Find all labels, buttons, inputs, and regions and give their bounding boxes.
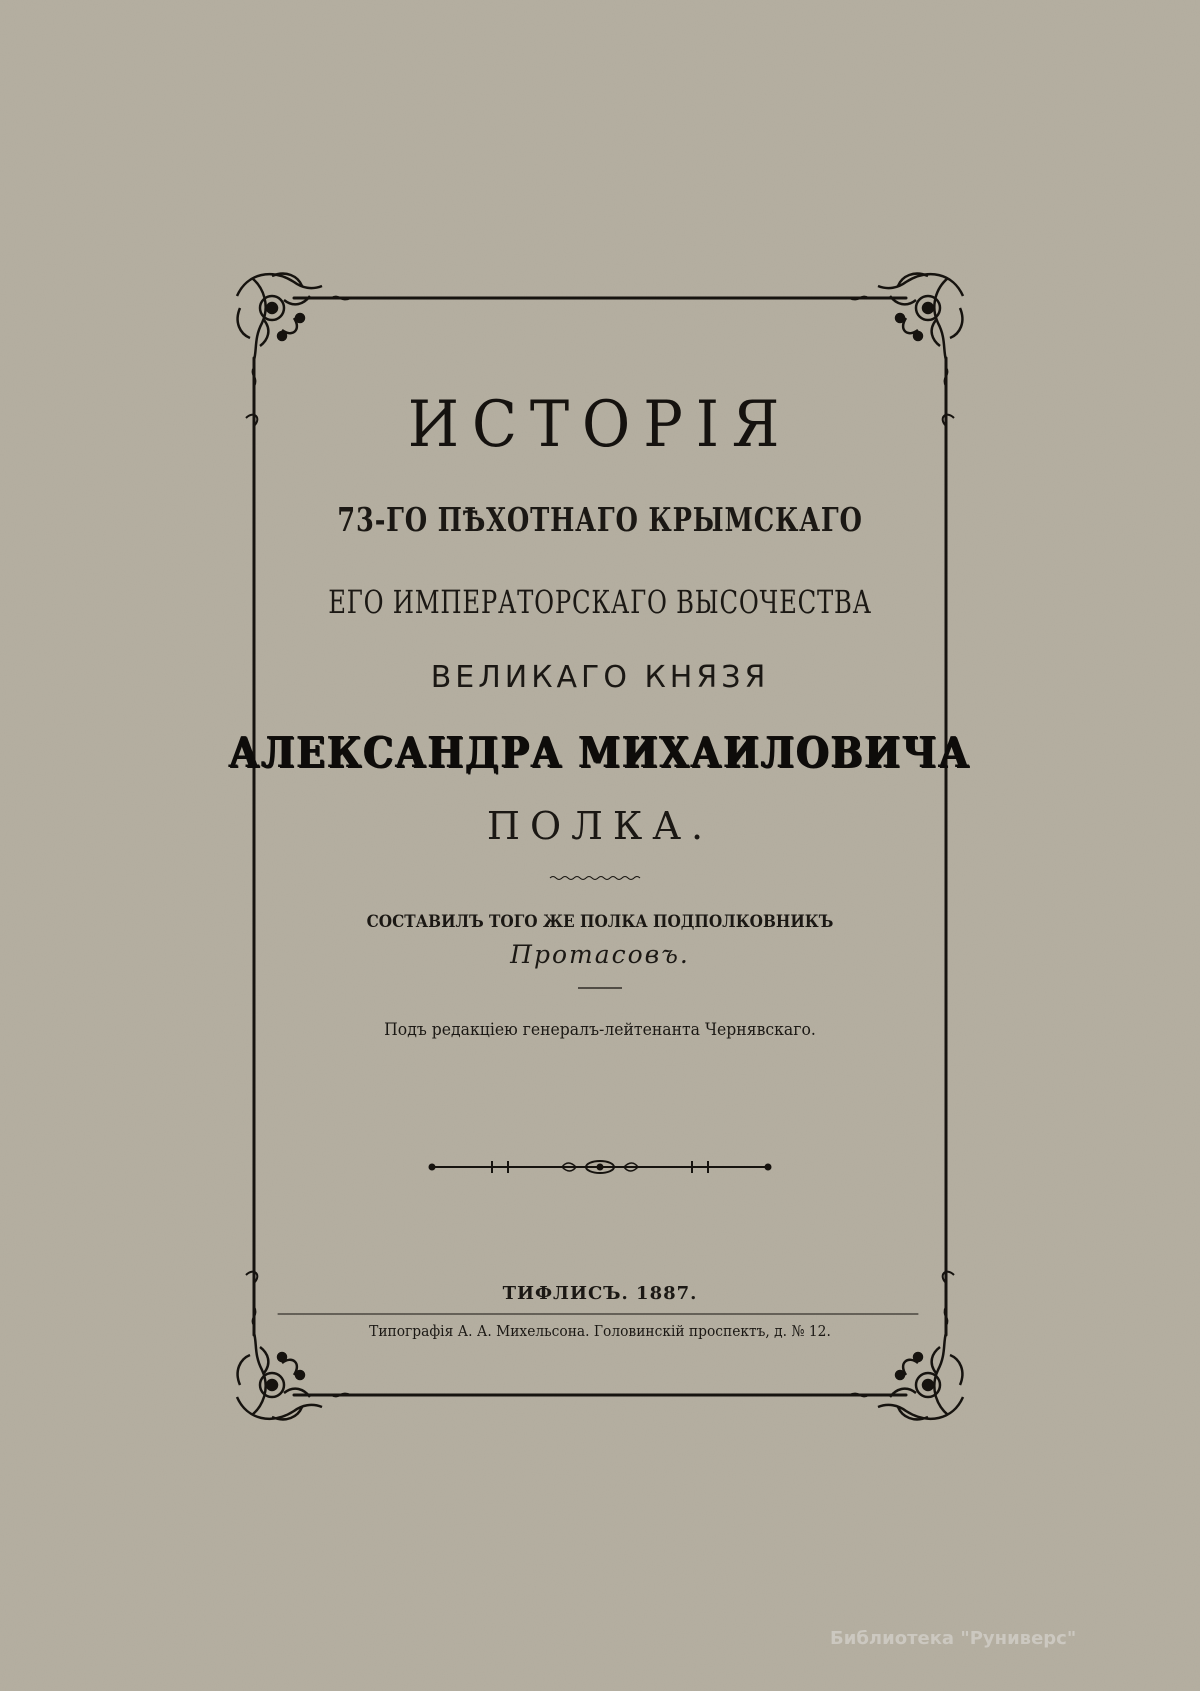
library-watermark: Библиотека "Руниверс" xyxy=(830,1628,1077,1649)
author-name: Протасовъ. xyxy=(510,940,690,969)
city-year-line: ТИФЛИСЪ. 1887. xyxy=(502,1283,698,1304)
floral-corner-icon xyxy=(237,274,350,386)
duke-name-line: АЛЕКСАНДРА МИХАИЛОВИЧА xyxy=(228,728,972,777)
highness-line: ЕГО ИМПЕРАТОРСКАГО ВЫСОЧЕСТВА xyxy=(328,583,872,621)
editor-line: Подъ редакціею генералъ-лейтенанта Чернявскаго. xyxy=(384,1020,816,1040)
compiled-by-line: СОСТАВИЛЪ ТОГО ЖЕ ПОЛКА ПОДПОЛКОВНИКЪ xyxy=(366,912,834,932)
floral-corner-icon xyxy=(850,274,963,386)
regiment-line: 73-ГО ПѢХОТНАГО КРЫМСКАГО xyxy=(337,500,863,539)
wavy-rule xyxy=(550,877,640,880)
book-title: ИСТОРІЯ xyxy=(407,388,793,462)
scroll-divider-icon xyxy=(429,1161,771,1173)
regiment-word-line: ПОЛКА. xyxy=(486,804,714,848)
printer-line: Типографія А. А. Михельсона. Головинскій проспектъ, д. № 12. xyxy=(369,1322,831,1340)
duke-title-line: ВЕЛИКАГО КНЯЗЯ xyxy=(430,660,770,695)
